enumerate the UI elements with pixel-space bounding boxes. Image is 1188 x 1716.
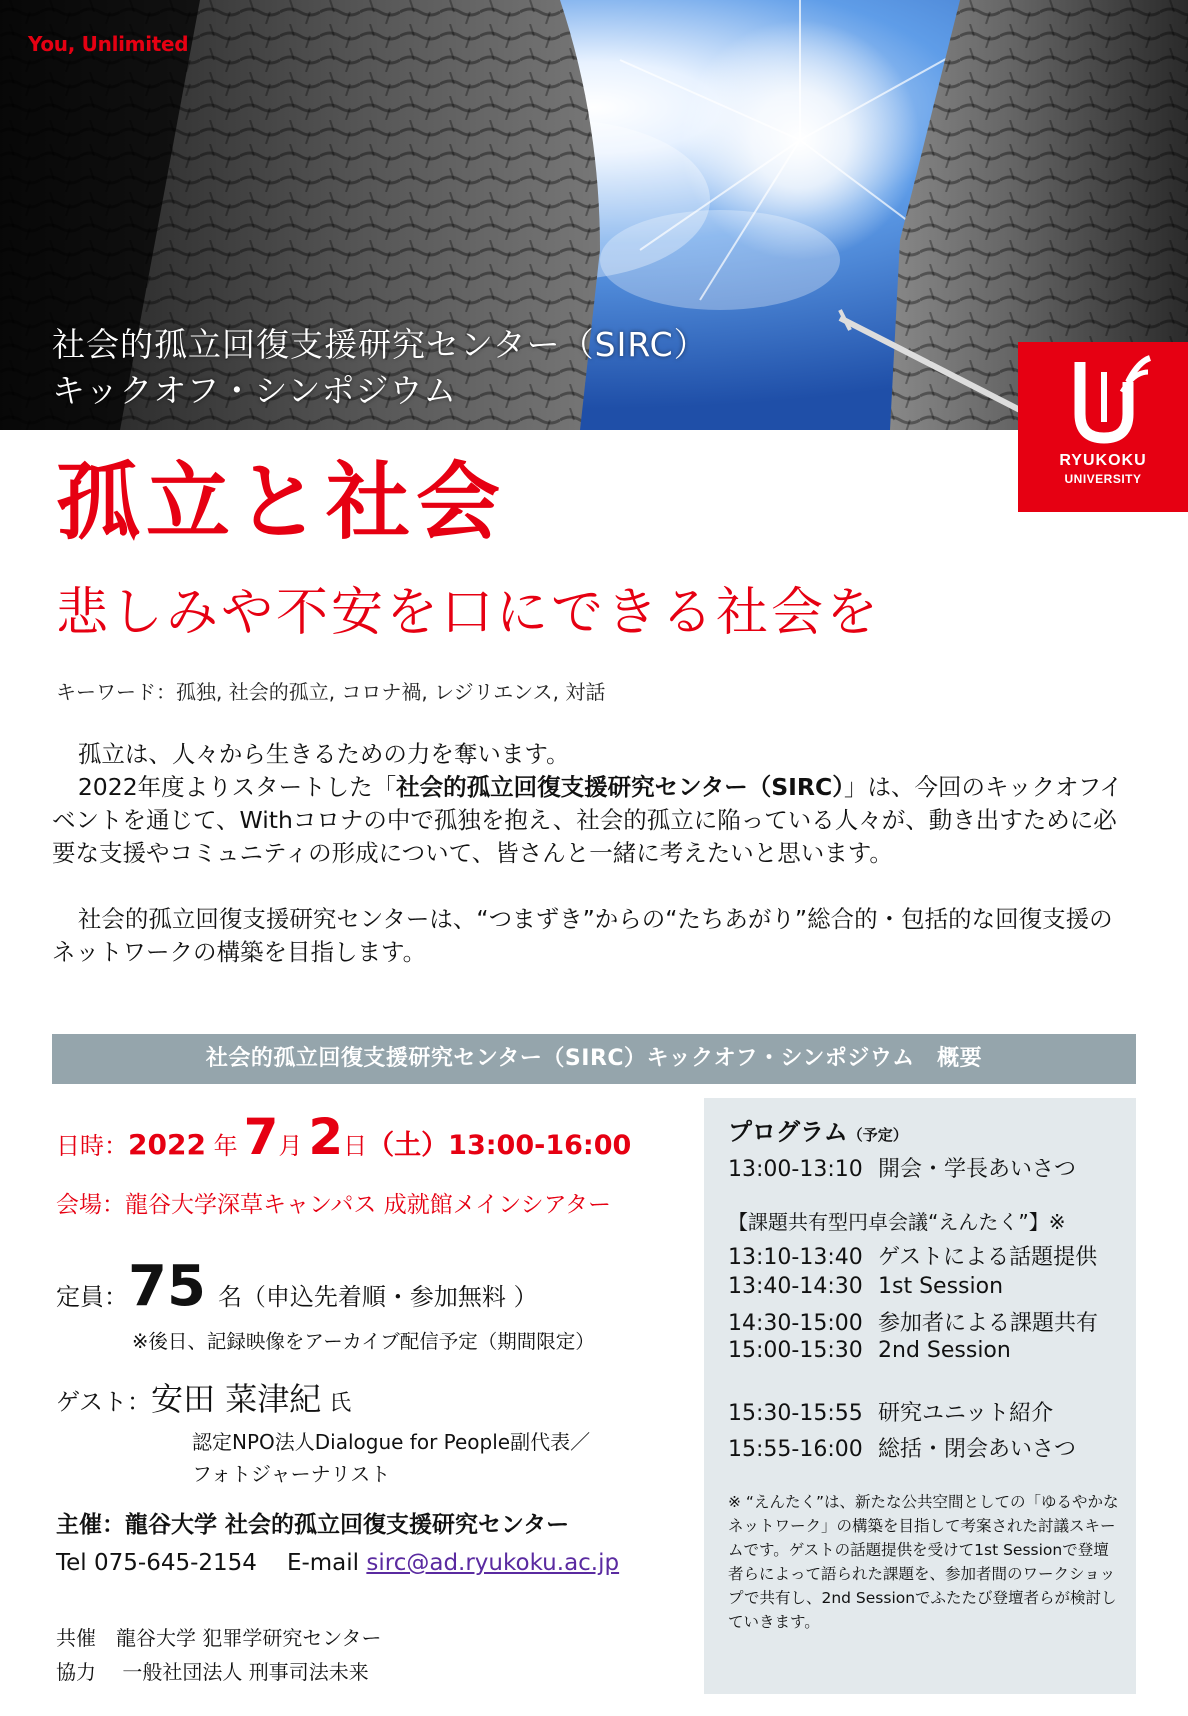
intro-p2-a: 2022年度よりスタートした「	[77, 773, 397, 801]
hero-title-line2: キックオフ・シンポジウム	[52, 371, 458, 410]
contact	[56, 1550, 619, 1576]
program-label: 2nd Session	[878, 1338, 1011, 1363]
date-month-unit: 月	[278, 1132, 303, 1160]
program-item	[728, 1306, 1098, 1337]
ryukoku-logo	[1018, 342, 1188, 512]
program-label: ゲストによる話題提供	[878, 1245, 1098, 1270]
program-time: 15:55-16:00	[728, 1437, 863, 1462]
date-day-unit: 日	[343, 1132, 368, 1160]
overview-band: 社会的孤立回復支援研究センター（SIRC）キックオフ・シンポジウム 概要	[52, 1034, 1136, 1084]
guest-honorific: 氏	[329, 1391, 352, 1416]
archive-note: ※後日、記録映像をアーカイブ配信予定（期間限定）	[132, 1330, 595, 1353]
logo-text-2: UNIVERSITY	[1064, 472, 1142, 486]
program-time: 15:00-15:30	[728, 1338, 863, 1363]
program-section-label: 【課題共有型円卓会議“えんたく”】※	[728, 1210, 1066, 1234]
program-panel	[704, 1098, 1136, 1694]
support: 協力 一般社団法人 刑事司法未来	[56, 1660, 369, 1684]
program-item	[728, 1152, 1076, 1183]
ryukoku-emblem-icon	[1018, 342, 1188, 452]
program-label: 研究ユニット紹介	[878, 1401, 1054, 1426]
guest	[56, 1374, 351, 1420]
tel: Tel 075-645-2154	[56, 1550, 257, 1576]
cohost: 共催 龍谷大学 犯罪学研究センター	[56, 1626, 382, 1650]
capacity-note: 名（申込先着順・参加無料 ）	[217, 1283, 538, 1311]
date-year: 2022	[128, 1128, 206, 1161]
guest-role-2: フォトジャーナリスト	[192, 1462, 391, 1486]
date-weekday-time: （土）13:00-16:00	[367, 1130, 632, 1161]
program-item	[728, 1240, 1097, 1271]
intro-p2-center-name: 社会的孤立回復支援研究センター（SIRC）	[396, 773, 844, 801]
program-time: 14:30-15:00	[728, 1311, 863, 1336]
intro-p2-c: 」は、今回のキックオフイベントを通じて、Withコロナの中で孤独を抱え、社会的孤立に陥っている人々が、動き出すために必要な支援やコミュニティの形成について、皆さんと一緒に考えたいと思います。	[52, 773, 1123, 867]
email-link[interactable]: sirc@ad.ryukoku.ac.jp	[366, 1550, 620, 1576]
program-label: 総括・閉会あいさつ	[878, 1437, 1077, 1462]
program-time: 13:10-13:40	[728, 1245, 863, 1270]
subtitle: 悲しみや不安を口にできる社会を	[56, 583, 882, 643]
date-label: 日時：	[56, 1132, 128, 1160]
intro-paragraph-1: 孤立は、人々から生きるための力を奪います。	[77, 740, 570, 768]
venue: 会場：龍谷大学深草キャンパス 成就館メインシアター	[56, 1192, 612, 1218]
date-day: 2	[308, 1108, 344, 1166]
program-item	[728, 1274, 1003, 1299]
main-title: 孤立と社会	[56, 453, 507, 551]
keywords: キーワード：孤独, 社会的孤立, コロナ禍, レジリエンス, 対話	[56, 680, 606, 704]
hero-title	[52, 322, 708, 414]
capacity-number: 75	[128, 1254, 206, 1319]
event-date	[56, 1108, 631, 1166]
capacity-label: 定員：	[56, 1283, 128, 1311]
hero-title-line1: 社会的孤立回復支援研究センター（SIRC）	[52, 325, 708, 364]
logo-text-1: RYUKOKU	[1059, 452, 1147, 469]
email-label: E-mail	[286, 1550, 360, 1576]
program-title-text: プログラム	[728, 1118, 848, 1146]
organizer: 主催：龍谷大学 社会的孤立回復支援研究センター	[56, 1512, 570, 1538]
program-time: 13:40-14:30	[728, 1274, 863, 1299]
program-time: 15:30-15:55	[728, 1401, 863, 1426]
program-time: 13:00-13:10	[728, 1157, 863, 1182]
program-label: 開会・学長あいさつ	[878, 1157, 1077, 1182]
hero-image	[0, 0, 1188, 430]
slogan: You, Unlimited	[28, 32, 189, 56]
program-label: 1st Session	[878, 1274, 1004, 1299]
guest-label: ゲスト：	[56, 1388, 152, 1416]
capacity	[56, 1254, 538, 1319]
program-title-note: （予定）	[847, 1126, 908, 1144]
date-month: 7	[243, 1108, 279, 1166]
guest-role-1: 認定NPO法人Dialogue for People副代表／	[192, 1430, 591, 1454]
program-item	[728, 1338, 1011, 1363]
intro-text	[52, 738, 1132, 969]
program-item	[728, 1432, 1076, 1463]
intro-paragraph-2	[52, 771, 1132, 870]
program-note: ※ “えんたく”は、新たな公共空間としての「ゆるやかなネットワーク」の構築を目指して考案された討議スキームです。ゲストの話題提供を受けて1st Sessionで登壇者らによって語られた課題を、参加者間のワークショップで共有し、2nd Sessionでふたたび登壇者らが検討していきます。	[728, 1493, 1119, 1631]
date-year-unit: 年	[213, 1132, 238, 1160]
program-item	[728, 1396, 1053, 1427]
program-title	[728, 1112, 908, 1147]
guest-name: 安田 菜津紀	[151, 1380, 322, 1418]
intro-paragraph-3: 社会的孤立回復支援研究センターは、“つまずき”からの“たちあがり”総合的・包括的な回復支援のネットワークの構築を目指します。	[52, 905, 1113, 966]
program-label: 参加者による課題共有	[878, 1311, 1099, 1336]
